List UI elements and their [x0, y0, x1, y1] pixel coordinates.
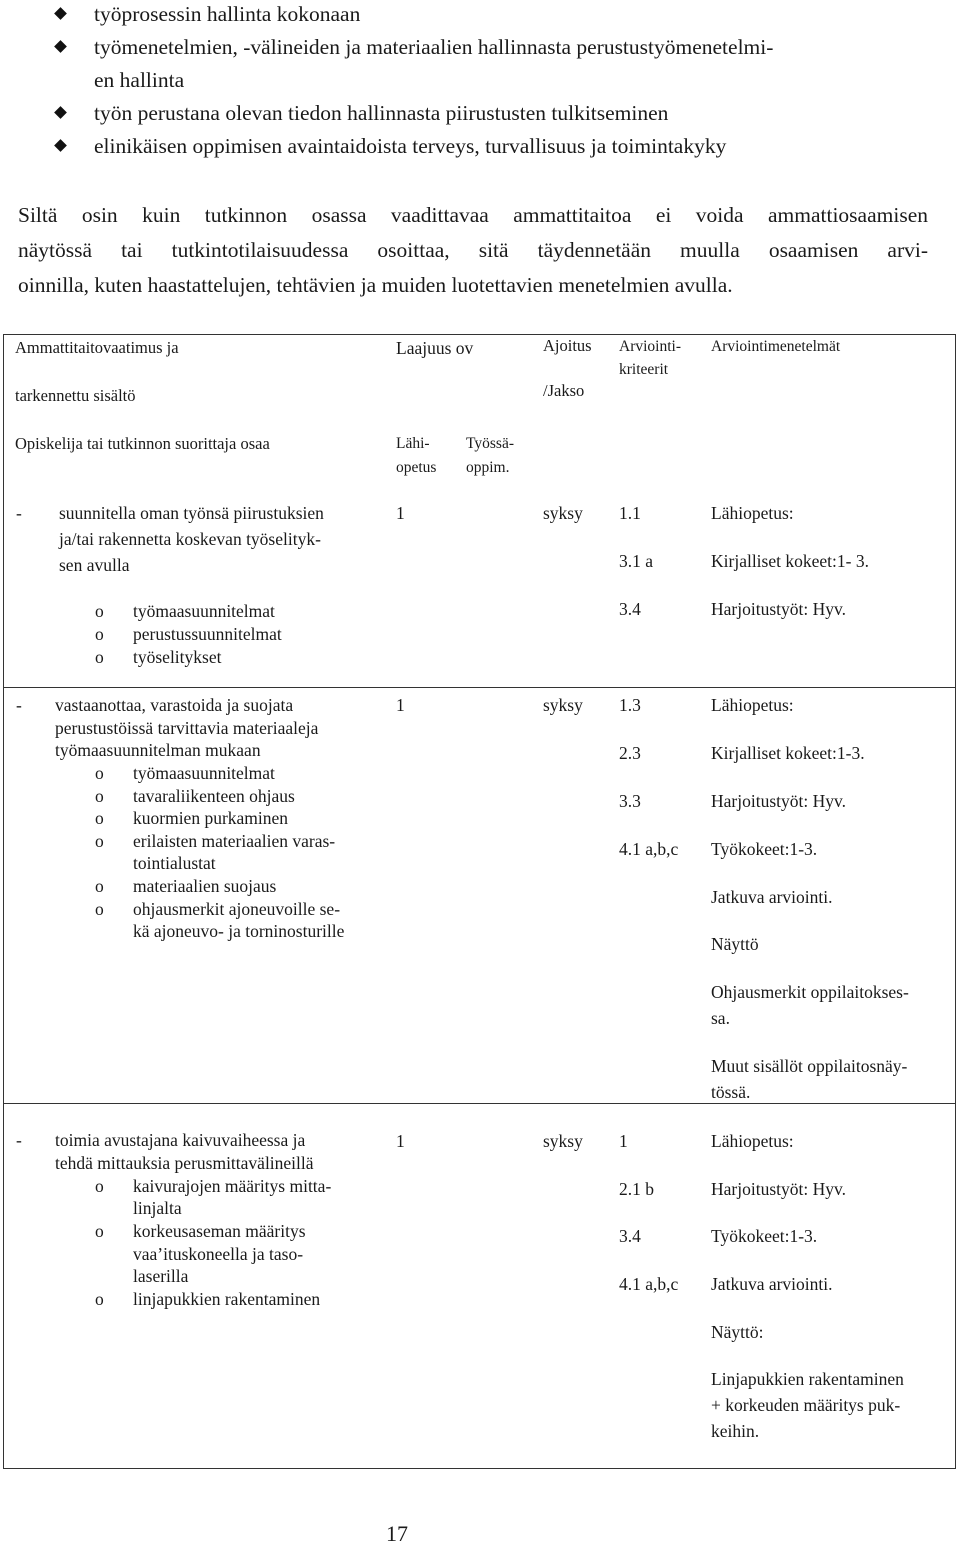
sub-item: korkeusaseman määritys	[133, 1221, 306, 1241]
sub-bullet-marker: o	[95, 786, 104, 806]
method-value: Ohjausmerkit oppilaitokses-	[711, 982, 909, 1002]
method-value: Näyttö	[711, 934, 759, 954]
sub-item-cont: linjalta	[133, 1198, 182, 1218]
method-value-cont: + korkeuden määritys puk-	[711, 1395, 901, 1415]
header-timing: Ajoitus	[543, 336, 592, 355]
method-value-cont: tössä.	[711, 1082, 751, 1102]
sub-bullet-marker: o	[95, 831, 104, 851]
sub-item: linjapukkien rakentaminen	[133, 1289, 321, 1309]
body-paragraph	[18, 198, 928, 303]
sub-bullet-marker: o	[95, 808, 104, 828]
criteria-value: 3.1 a	[619, 551, 654, 571]
sub-bullet-marker: o	[95, 763, 104, 783]
criteria-value: 2.1 b	[619, 1179, 654, 1199]
sub-item: kaivurajojen määritys mitta-	[133, 1176, 332, 1196]
diamond-bullet-icon	[54, 7, 67, 20]
sub-item-cont: laserilla	[133, 1266, 189, 1286]
bullet-item	[52, 130, 952, 163]
sub-item: perustussuunnitelmat	[133, 624, 282, 644]
timing-value: syksy	[543, 695, 583, 715]
method-value: Kirjalliset kokeet:1- 3.	[711, 551, 869, 571]
method-value: Harjoitustyöt: Hyv.	[711, 1179, 846, 1199]
bullet-text: työn perustana olevan tiedon hallinnasta piirustusten tulkitseminen	[94, 101, 669, 125]
header-methods: Arviointimenetelmät	[711, 338, 841, 355]
method-value-cont: sa.	[711, 1008, 730, 1028]
sub-item: työselitykset	[133, 647, 222, 667]
sub-item: tavaraliikenteen ohjaus	[133, 786, 295, 806]
scope-value: 1	[396, 1131, 405, 1151]
header-criteria: Arviointi-	[619, 338, 681, 355]
method-value: Jatkuva arviointi.	[711, 887, 833, 907]
bullet-text: en hallinta	[94, 68, 185, 92]
method-value: Kirjalliset kokeet:1-3.	[711, 743, 865, 763]
method-value: Työkokeet:1-3.	[711, 839, 818, 859]
bullet-item	[52, 97, 952, 130]
criteria-value: 1	[619, 1131, 628, 1151]
competence-line: perustustöissä tarvittavia materiaaleja	[55, 718, 319, 738]
sub-bullet-marker: o	[95, 1221, 104, 1241]
diamond-bullet-icon	[54, 106, 67, 119]
row-dash: -	[16, 1130, 22, 1150]
timing-value: syksy	[543, 1131, 583, 1151]
criteria-value: 3.4	[619, 1226, 641, 1246]
competence-line: tehdä mittauksia perusmittavälineillä	[55, 1153, 314, 1173]
criteria-value: 1.1	[619, 503, 641, 523]
sub-bullet-marker: o	[95, 624, 104, 644]
sub-item-cont: tointialustat	[133, 853, 216, 873]
competence-line: toimia avustajana kaivuvaiheessa ja	[55, 1130, 306, 1150]
method-value: Harjoitustyöt: Hyv.	[711, 791, 846, 811]
competence-line: työmaasuunnitelman mukaan	[55, 740, 261, 760]
paragraph-line: näytössä tai tutkintotilaisuudessa osoittaa, sitä täydennetään muulla osaamisen arvi-	[18, 238, 928, 262]
diamond-bullet-icon	[54, 139, 67, 152]
subheader-onthejob: Työssä-	[466, 435, 514, 452]
sub-bullet-marker: o	[95, 1176, 104, 1196]
competence-line: vastaanottaa, varastoida ja suojata	[55, 695, 294, 715]
subheader-contact-cont: opetus	[396, 459, 437, 476]
subheader-contact: Lähi-	[396, 435, 430, 452]
bullet-item-continuation	[52, 64, 952, 97]
method-value: Harjoitustyöt: Hyv.	[711, 599, 846, 619]
subheader-onthejob-cont: oppim.	[466, 459, 510, 476]
sub-bullet-marker: o	[95, 647, 104, 667]
sub-item-cont: kä ajoneuvo- ja torninosturille	[133, 921, 345, 941]
criteria-value: 3.3	[619, 791, 641, 811]
sub-bullet-marker: o	[95, 876, 104, 896]
criteria-value: 1.3	[619, 695, 641, 715]
method-value: Muut sisällöt oppilaitosnäy-	[711, 1056, 908, 1076]
row-divider	[4, 687, 955, 688]
method-value-cont: keihin.	[711, 1421, 760, 1441]
bullet-item	[52, 0, 952, 31]
header-criteria-cont: kriteerit	[619, 361, 669, 378]
row-dash: -	[16, 695, 22, 715]
bullet-item	[52, 31, 952, 64]
paragraph-line: Siltä osin kuin tutkinnon osassa vaadittavaa ammattitaitoa ei voida ammattiosaamisen	[18, 203, 928, 227]
diamond-bullet-icon	[54, 40, 67, 53]
competence-line: suunnitella oman työnsä piirustuksien	[59, 503, 324, 523]
method-value: Lähiopetus:	[711, 503, 794, 523]
bullet-text: elinikäisen oppimisen avaintaidoista terveys, turvallisuus ja toimintakyky	[94, 134, 727, 158]
scope-value: 1	[396, 695, 405, 715]
method-value: Näyttö:	[711, 1322, 764, 1342]
paragraph-line: oinnilla, kuten haastattelujen, tehtävien ja muiden luotettavien menetelmien avulla.	[18, 273, 733, 297]
sub-item: kuormien purkaminen	[133, 808, 289, 828]
header-content: tarkennettu sisältö	[15, 386, 136, 405]
criteria-value: 4.1 a,b,c	[619, 1274, 679, 1294]
method-value: Työkokeet:1-3.	[711, 1226, 818, 1246]
header-competence: Ammattitaitovaatimus ja	[15, 338, 179, 357]
header-period: /Jakso	[543, 381, 585, 400]
page-number: 17	[386, 1521, 408, 1546]
sub-item: työmaasuunnitelmat	[133, 763, 275, 783]
criteria-value: 4.1 a,b,c	[619, 839, 679, 859]
sub-bullet-marker: o	[95, 899, 104, 919]
competence-line: ja/tai rakennetta koskevan työselityk-	[59, 529, 321, 549]
sub-item: ohjausmerkit ajoneuvoille se-	[133, 899, 341, 919]
criteria-value: 3.4	[619, 599, 641, 619]
timing-value: syksy	[543, 503, 583, 523]
sub-item: materiaalien suojaus	[133, 876, 277, 896]
sub-item-cont: vaa’ituskoneella ja taso-	[133, 1244, 304, 1264]
header-scope: Laajuus ov	[396, 338, 474, 358]
bullet-text: työmenetelmien, -välineiden ja materiaalien hallinnasta perustustyömenetelmi-	[94, 35, 774, 59]
method-value: Jatkuva arviointi.	[711, 1274, 833, 1294]
competence-line: sen avulla	[59, 555, 130, 575]
method-value: Lähiopetus:	[711, 1131, 794, 1151]
sub-bullet-marker: o	[95, 601, 104, 621]
bullet-text: työprosessin hallinta kokonaan	[94, 2, 361, 26]
subheader-student: Opiskelija tai tutkinnon suorittaja osaa	[15, 434, 270, 453]
scope-value: 1	[396, 503, 405, 523]
row-dash: -	[16, 503, 22, 523]
sub-item: työmaasuunnitelmat	[133, 601, 275, 621]
criteria-value: 2.3	[619, 743, 641, 763]
method-value: Linjapukkien rakentaminen	[711, 1369, 904, 1389]
method-value: Lähiopetus:	[711, 695, 794, 715]
intro-bullet-list	[52, 0, 952, 165]
sub-item: erilaisten materiaalien varas-	[133, 831, 336, 851]
row-divider	[4, 1103, 955, 1104]
assessment-table	[3, 334, 956, 1469]
sub-bullet-marker: o	[95, 1289, 104, 1309]
